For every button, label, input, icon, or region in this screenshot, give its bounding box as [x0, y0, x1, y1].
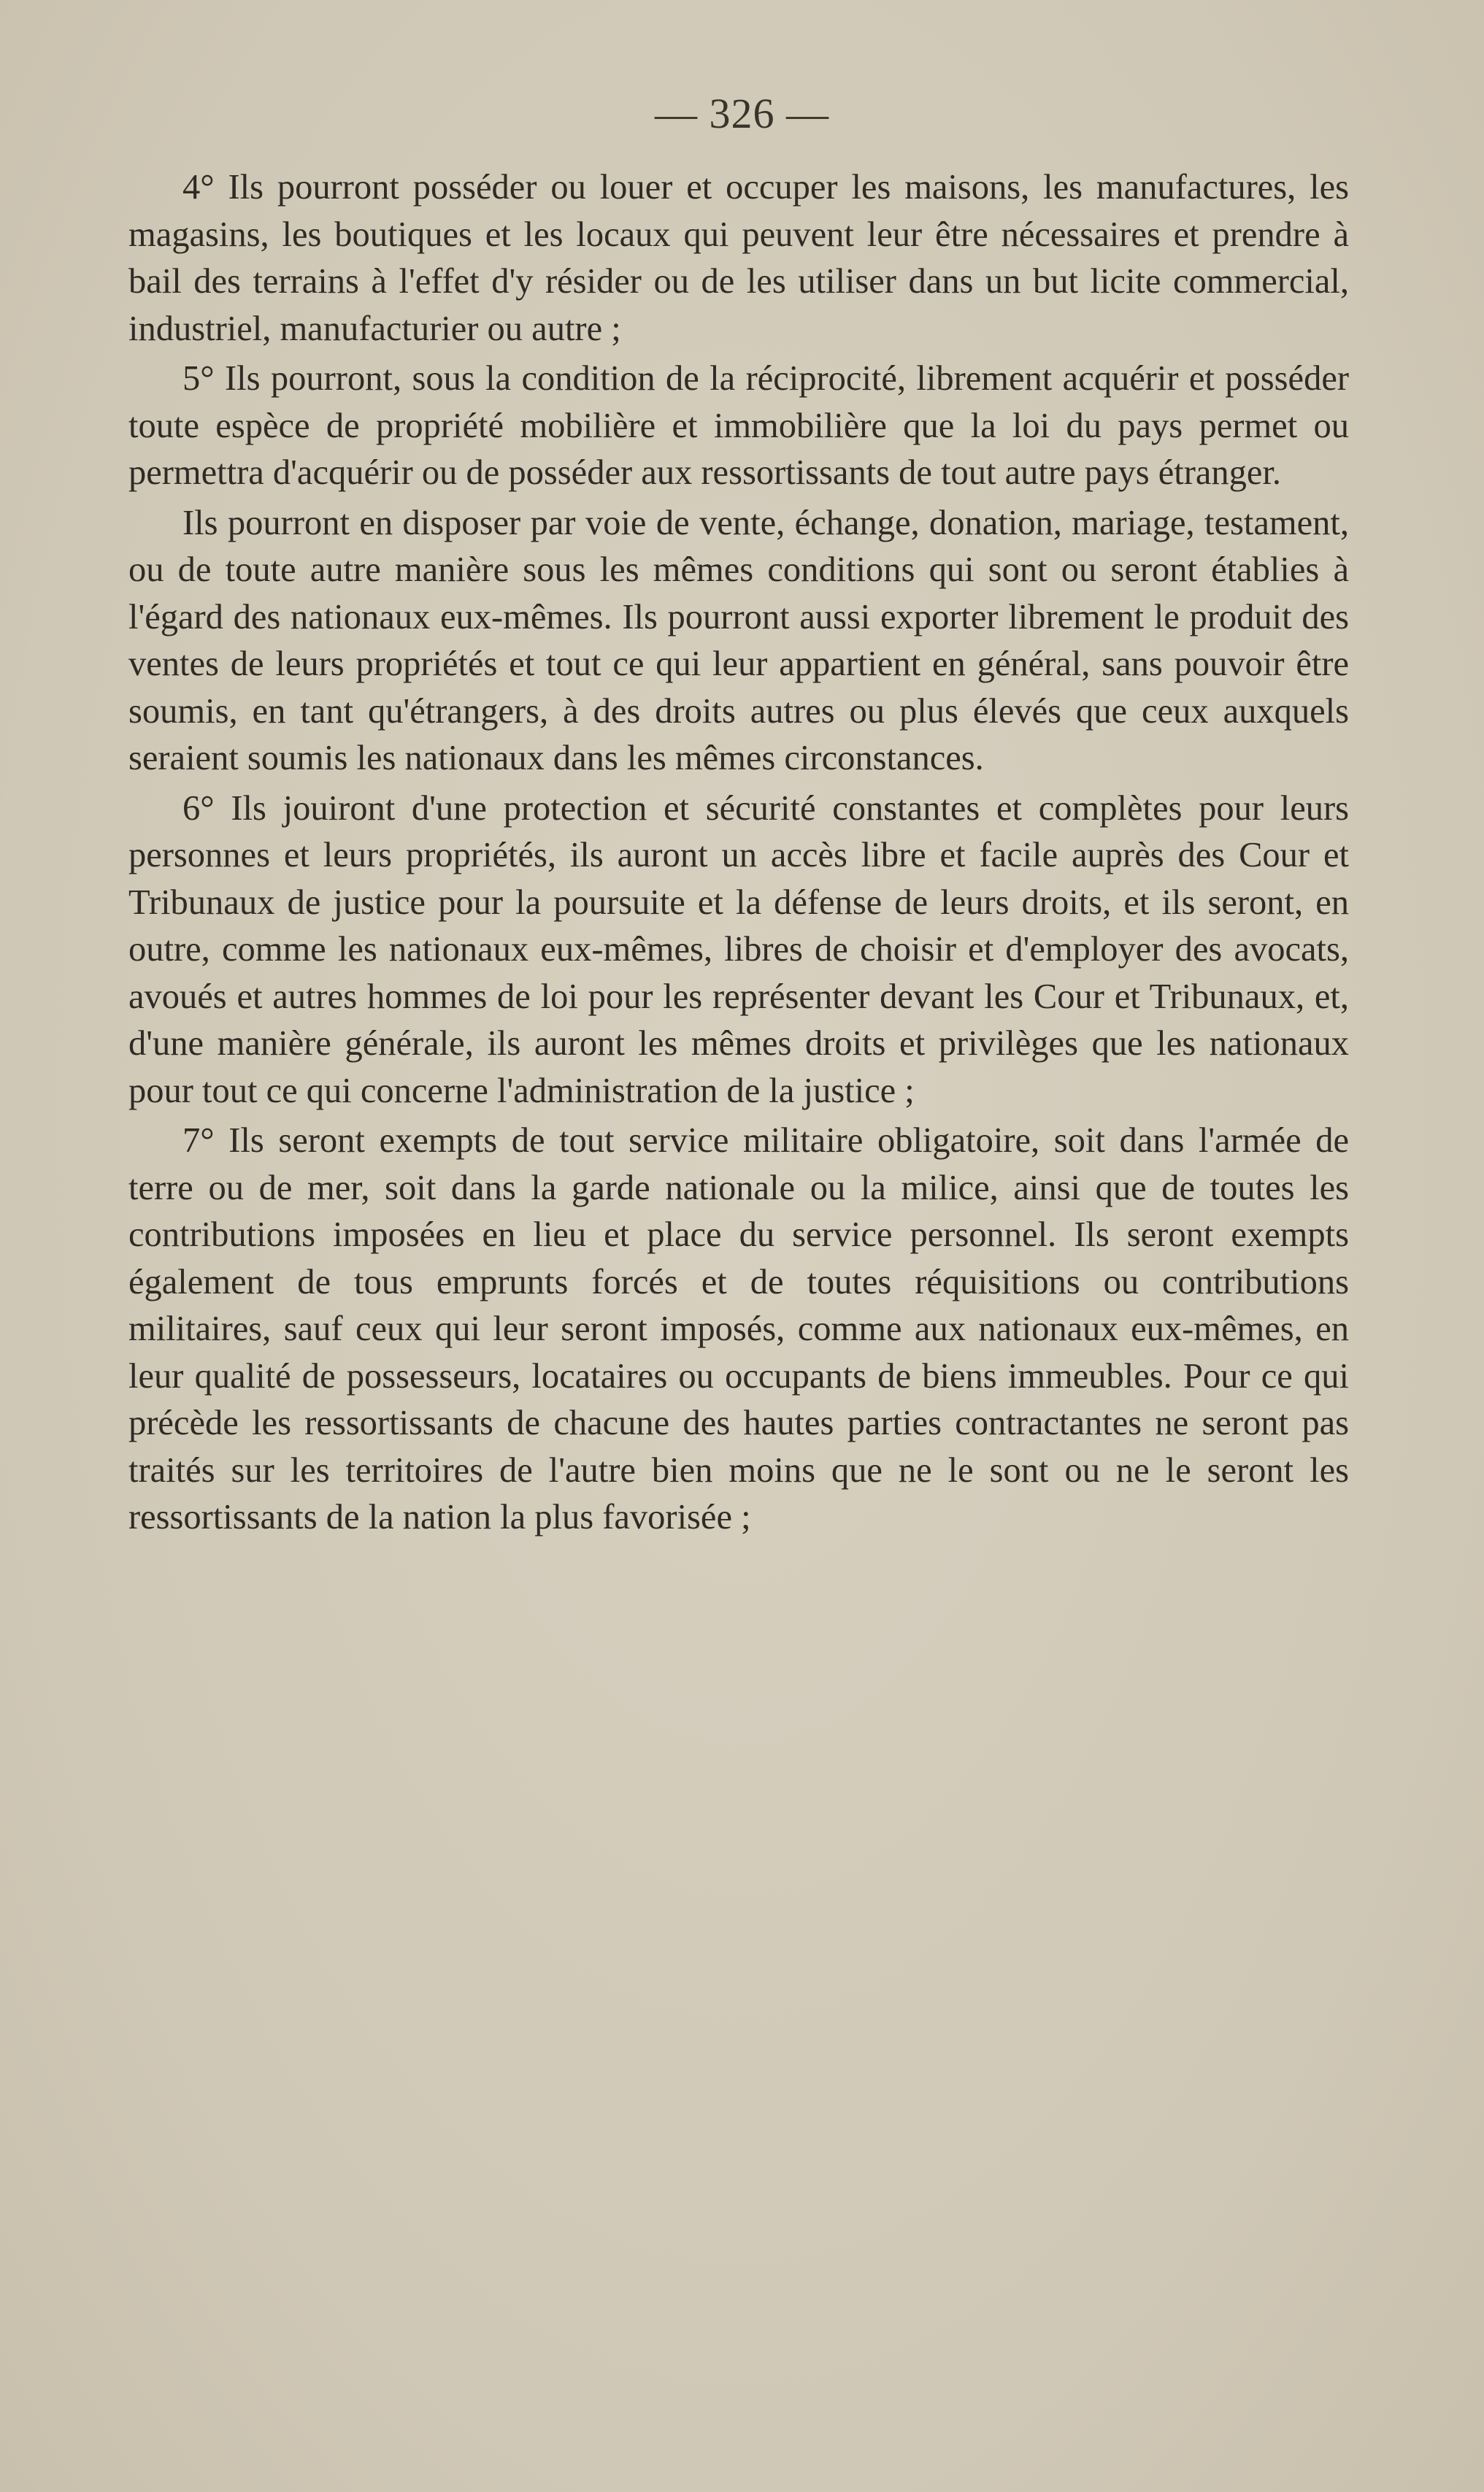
page-number: — 326 —	[655, 90, 829, 137]
paragraph-7: 7° Ils seront exempts de tout service militaire obligatoire, soit dans l'armée de terre ou de mer, soit dans la garde nationale ou la milice, ainsi que de toutes les contributions imposées en lieu et place du service personnel. Ils seront exempts également de tous emprunts forcés et de toutes réquisitions ou contributions militaires, sauf ceux qui leur seront imposés, comme aux nationaux eux-mêmes, en leur qualité de possesseurs, locataires ou occupants de biens immeubles. Pour ce qui précède les ressortissants de chacune des hautes parties contractantes ne seront pas traités sur les territoires de l'autre bien moins que ne le sont ou ne le seront les ressortissants de la nation la plus favorisée ;	[128, 1121, 1349, 1537]
paragraph-5-continued: Ils pourront en disposer par voie de vente, échange, donation, mariage, testament, ou de toute autre manière sous les mêmes conditions qui sont ou seront établies à l'égard des nationaux eux-mêmes. Ils pourront aussi exporter librement le produit des ventes de leurs propriétés et tout ce qui leur appartient en général, sans pouvoir être soumis, en tant qu'étrangers, à des droits autres ou plus élevés que ceux auxquels seraient soumis les nationaux dans les mêmes circonstances.	[128, 503, 1349, 777]
paragraph-4: 4° Ils pourront posséder ou louer et occuper les maisons, les manufactures, les magasins, les boutiques et les locaux qui peuvent leur être nécessaires et prendre à bail des terrains à l'effet d'y résider ou de les utiliser dans un but licite commercial, industriel, manufacturier ou autre ;	[128, 168, 1349, 348]
paragraph-5: 5° Ils pourront, sous la condition de la réciprocité, librement acquérir et posséder toute espèce de propriété mobilière et immobilière que la loi du pays permet ou permettra d'acquérir ou de posséder aux ressortissants de tout autre pays étranger.	[128, 359, 1349, 492]
body-text	[128, 164, 1349, 1545]
paragraph-6: 6° Ils jouiront d'une protection et sécurité constantes et complètes pour leurs personnes et leurs propriétés, ils auront un accès libre et facile auprès des Cour et Tribunaux de justice pour la poursuite et la défense de leurs droits, et ils seront, en outre, comme les nationaux eux-mêmes, libres de choisir et d'employer des avocats, avoués et autres hommes de loi pour les représenter devant les Cour et Tribunaux, et, d'une manière générale, ils auront les mêmes droits et privilèges que les nationaux pour tout ce qui concerne l'administration de la justice ;	[128, 788, 1349, 1110]
